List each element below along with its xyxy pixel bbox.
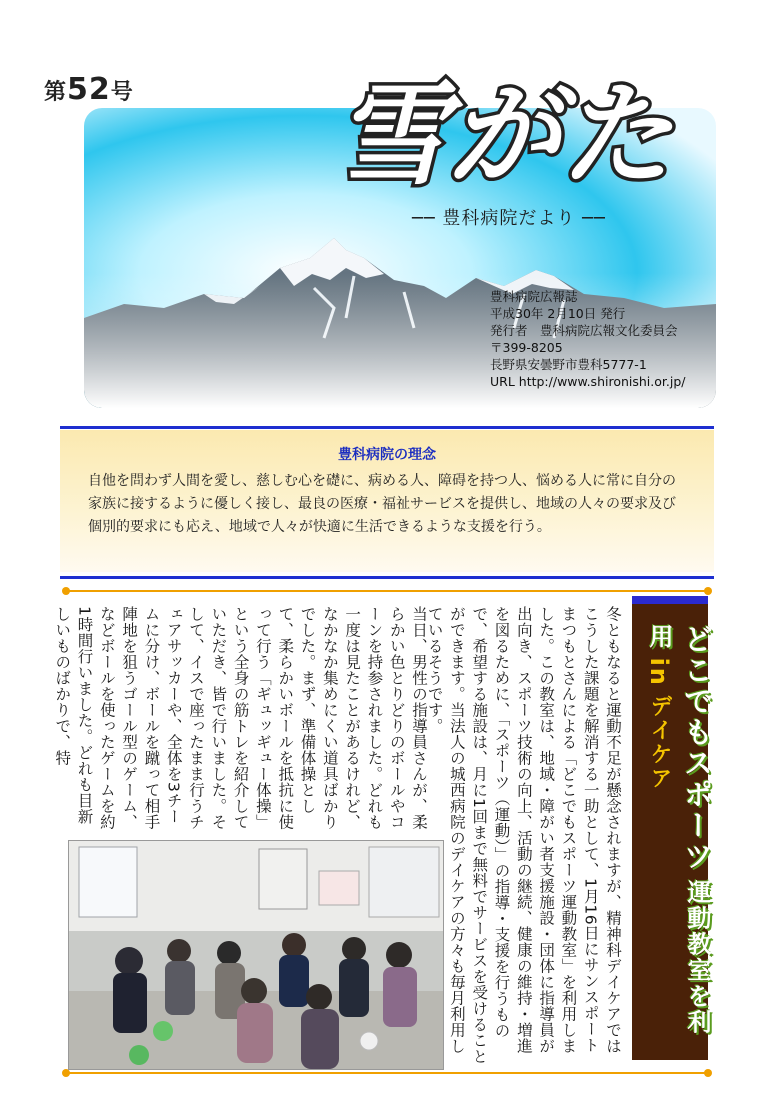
heading-sub: 運動教室を利用 [645,624,711,1036]
philosophy-title: 豊科病院の理念 [338,447,436,463]
article-bottom-rule [68,1072,708,1074]
philosophy-body: 自他を問わず人間を愛し、慈しむ心を礎に、病める人、障碍を持つ人、悩める人に常に自分の家族に接するように優しく接し、最良の医療・福祉サービスを提供し、地域の人々の要求及び個別的要求にも応え、地域で人々が快適に生活できるような支援を行う。 [88,473,676,535]
title-text: 雪がた [336,70,672,201]
rule-dot [704,1069,712,1077]
article-body-left: 当日、男性の指導員さんが、柔らかい色とりどりのボールやコーンを持参されました。どれも一度は見たことがあるけれど、なかなか集めにくい道具ばかりでした。まず、準備体操として、柔らかいボールを抵抗に使って行う「ギュッギュー体操」という全身の筋トレを紹介していただき、皆で行いました。そして、イスで座ったまま行うチェアサッカーや、全体を3チームに分け、ボールを蹴って相手陣地を狙うゴール型のゲーム、などボールを使ったゲームを約1時間行いました。どれも目新しいものばかりで、特 [53,606,428,830]
pub-line: URL http://www.shironishi.or.jp/ [490,374,686,389]
pub-line: 平成30年 2月10日 発行 [490,306,626,321]
publication-info [490,288,686,390]
philosophy-box [60,430,714,572]
rule-dot [62,1069,70,1077]
heading-in: in [645,657,673,687]
issue-prefix: 第 [44,80,68,105]
heading-place: デイケア [647,694,672,791]
activity-photo [68,840,444,1070]
issue-number [44,72,134,107]
article-body-right: 冬ともなると運動不足が懸念されますが、精神科デイケアではこうした課題を解消する一助として、1月16日にサンスポートまつもとさんによる「どこでもスポーツ運動教室」を利用しました。この教室は、地域・障がい者支援施設・団体に指導員が出向き、スポーツ技術の向上、活動の継続、健康の維持・増進を図るために、「スポーツ（運動）」の指導・支援を行うもので、希望する施設は、月に1回まで無料でサービスを受けることができます。当法人の城西病院のデイケアの方々も毎月利用しているそうです。 [425,606,622,1065]
rule-dot [62,587,70,595]
philosophy-top-rule [60,426,714,429]
article-top-rule [68,590,708,592]
heading-main: どこでもスポーツ [680,624,714,872]
rule-dot [704,587,712,595]
activity-photo-illustration [69,841,443,1069]
article-heading-text [642,624,718,1060]
pub-line: 発行者 豊科病院広報文化委員会 [490,323,678,338]
pub-line: 長野県安曇野市豊科5777-1 [490,357,647,372]
newsletter-title [336,62,756,202]
pub-line: 豊科病院広報誌 [490,289,578,304]
newsletter-subtitle: ── 豊科病院だより ── [412,208,606,229]
issue-number-value: 52 [67,72,111,107]
pub-line: 〒399-8205 [490,340,563,355]
issue-suffix: 号 [110,80,134,105]
philosophy-bottom-rule [60,576,714,579]
article-heading [632,596,714,1060]
